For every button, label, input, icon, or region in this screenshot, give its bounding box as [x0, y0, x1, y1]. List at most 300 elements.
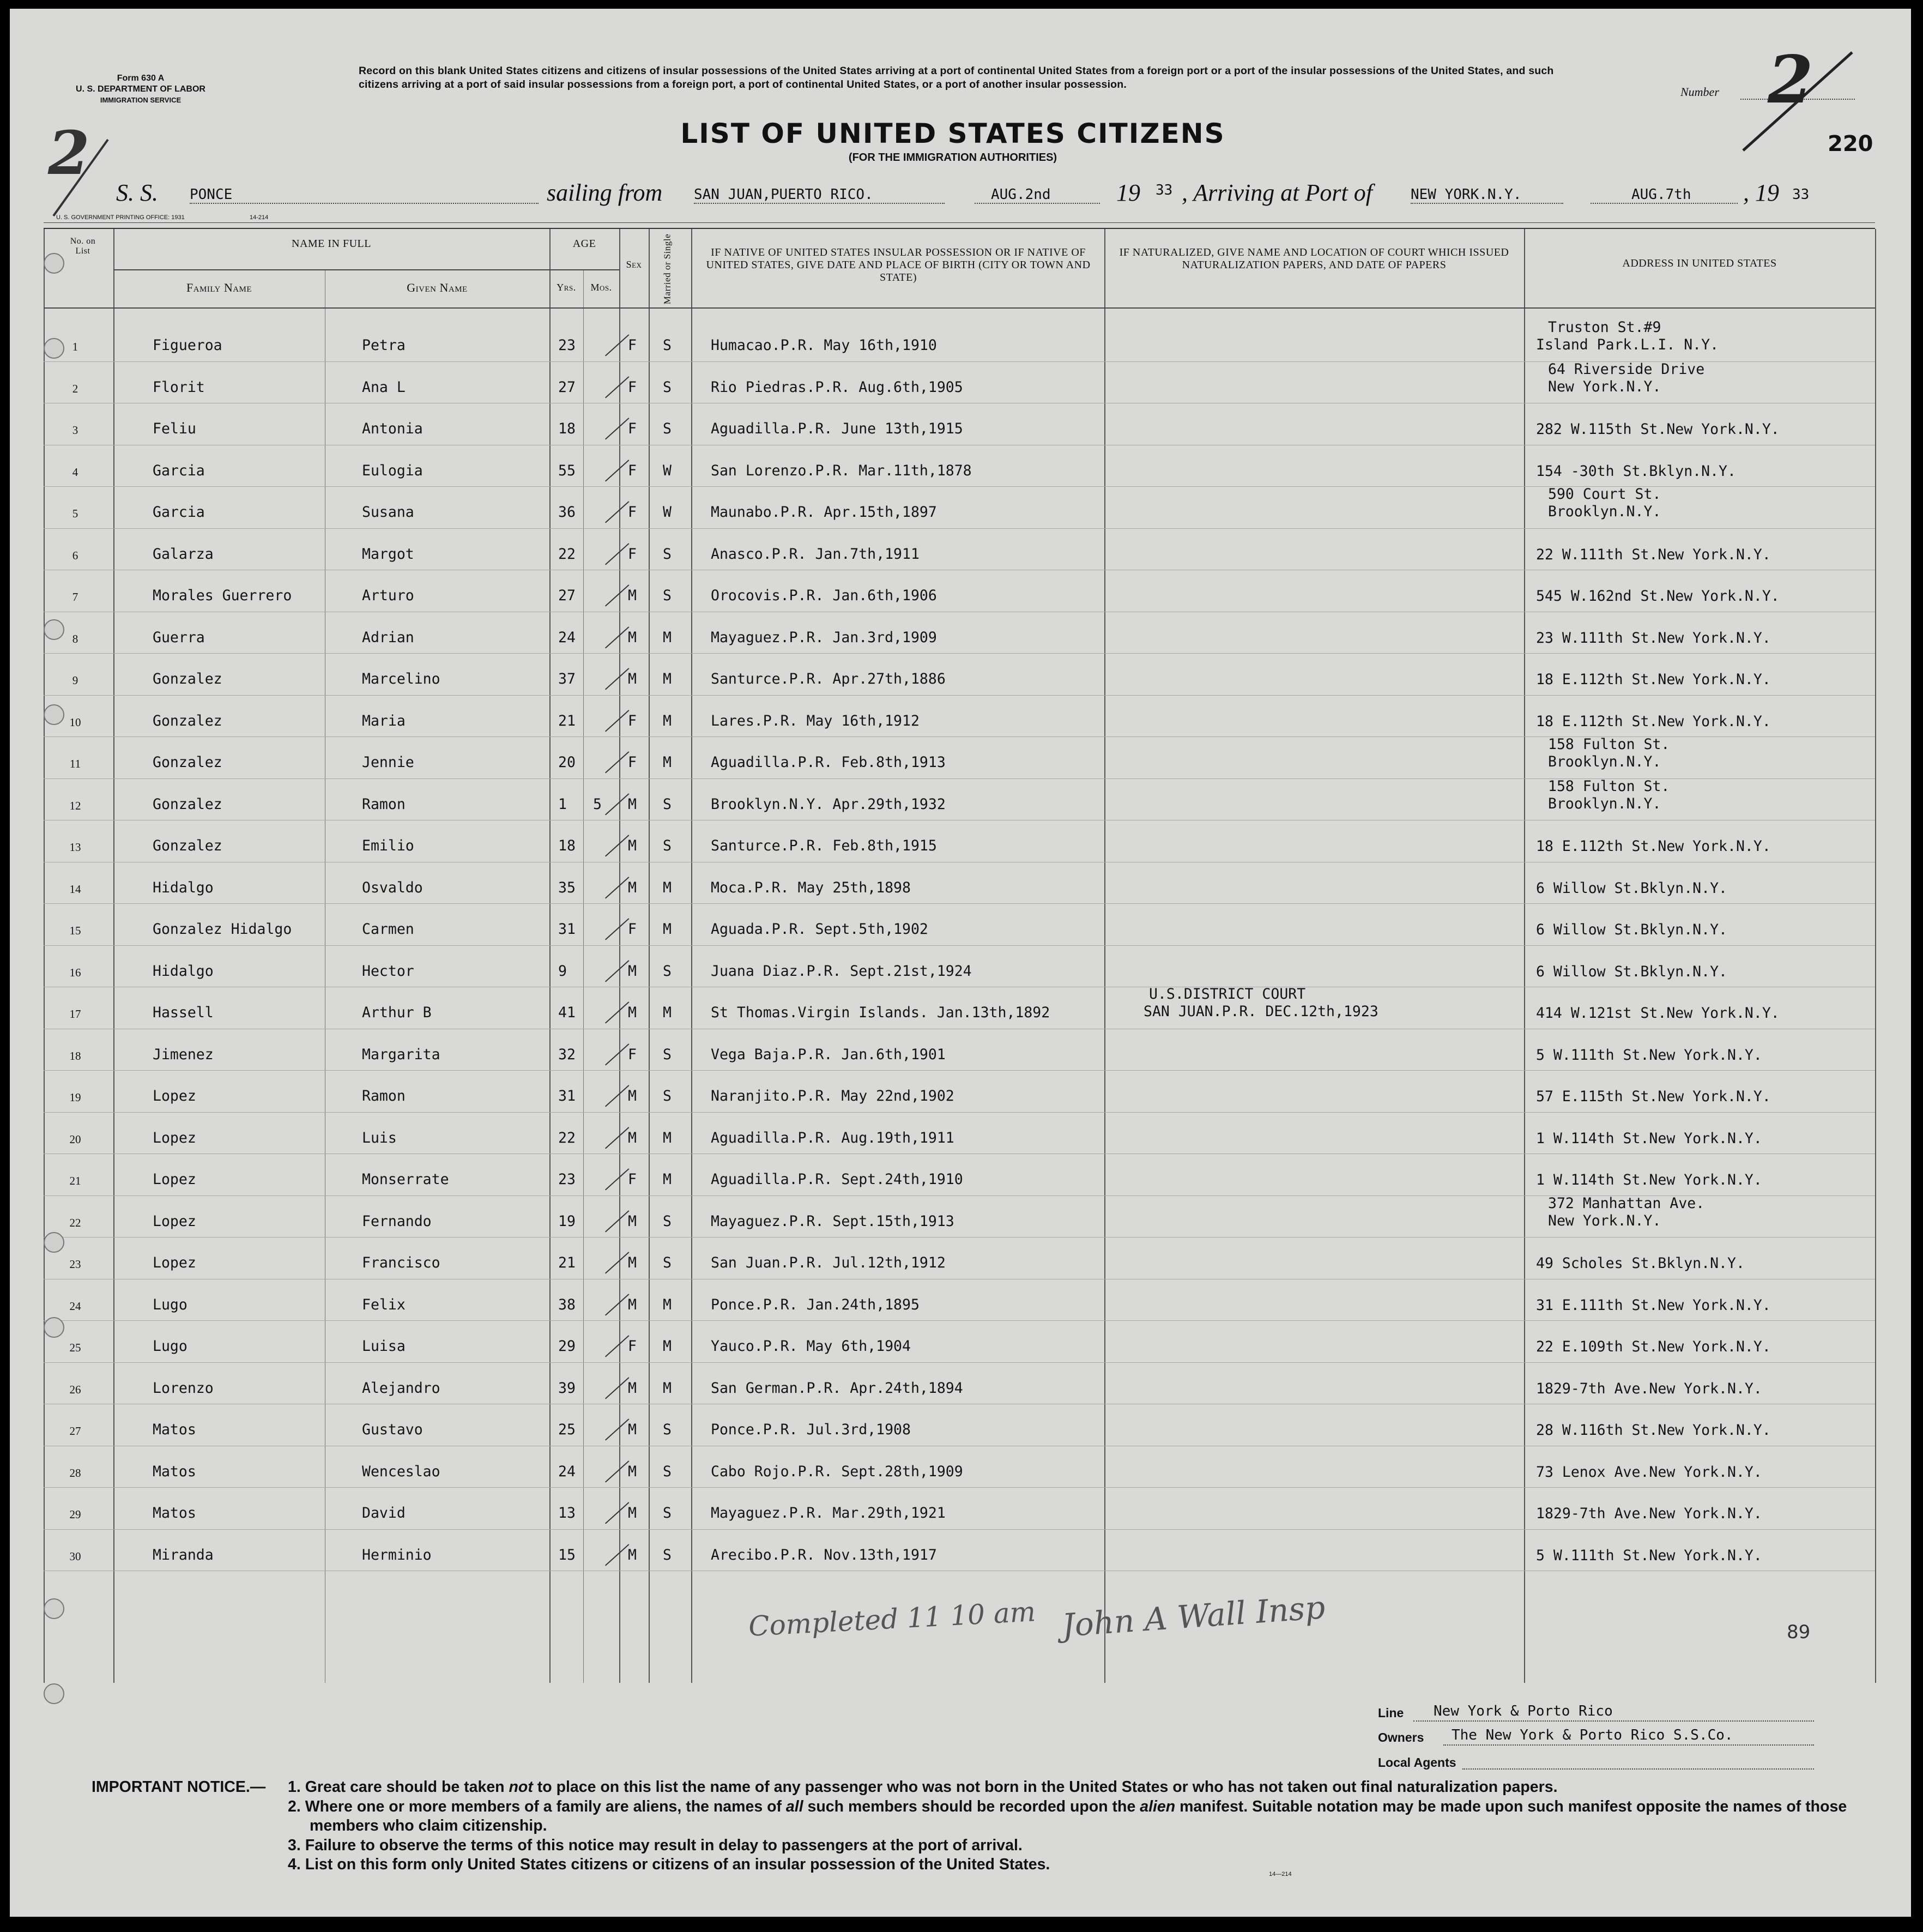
row-sex: M [628, 1088, 637, 1104]
row-yrs: 38 [558, 1296, 576, 1313]
row-address-line: New York.N.Y. [1548, 1212, 1661, 1229]
checkmark [605, 334, 629, 356]
row-no: 19 [69, 1091, 81, 1104]
row-birth: Ponce.P.R. Jul.3rd,1908 [711, 1421, 911, 1438]
row-rule [44, 653, 1875, 654]
notice-em2: alien [1140, 1797, 1176, 1815]
row-family: Lopez [153, 1171, 196, 1188]
checkmark [605, 1168, 629, 1190]
row-no: 12 [69, 799, 81, 812]
row-sex: M [628, 1129, 637, 1146]
local-agents-label: Local Agents [1378, 1755, 1456, 1770]
row-sex: M [628, 879, 637, 896]
form-number: Form 630 A [117, 74, 165, 83]
handwritten-list-number: 2 [1768, 41, 1813, 118]
number-label: Number [1680, 85, 1719, 99]
row-yrs: 27 [558, 587, 576, 604]
row-sex: M [628, 1379, 637, 1397]
arriving-label: , Arriving at Port of [1182, 179, 1372, 206]
row-birth: Arecibo.P.R. Nov.13th,1917 [711, 1546, 937, 1563]
row-ms: M [663, 1296, 672, 1313]
row-no: 17 [69, 1007, 81, 1021]
row-rule [44, 1362, 1875, 1363]
row-birth: Ponce.P.R. Jan.24th,1895 [711, 1296, 920, 1313]
notice-a: List on this form only United States citizens or citizens of an insular possession of the United States. [305, 1856, 1050, 1873]
notice-a: Failure to observe the terms of this notice may result in delay to passengers at the port of arrival. [305, 1836, 1023, 1854]
row-given: Gustavo [362, 1421, 423, 1438]
header-family-name: Family Name [186, 281, 252, 294]
checkmark [605, 376, 629, 398]
notice-item [288, 1797, 1907, 1836]
row-address-line: Brooklyn.N.Y. [1548, 503, 1661, 520]
row-address-line: 23 W.111th St.New York.N.Y. [1536, 629, 1771, 647]
departure-year: 33 [1156, 182, 1173, 198]
row-family: Gonzalez Hidalgo [153, 921, 292, 938]
checkmark [605, 1043, 629, 1065]
checkmark [605, 1377, 629, 1399]
row-birth: Maunabo.P.R. Apr.15th,1897 [711, 504, 937, 521]
checkmark [605, 1001, 629, 1023]
notice-c: manifest. Suitable notation may be made upon such manifest opposite the names of those members who claim citizenship. [310, 1797, 1847, 1834]
row-given: Marcelino [362, 671, 440, 687]
row-birth: Lares.P.R. May 16th,1912 [711, 712, 920, 729]
row-no: 21 [69, 1174, 81, 1187]
margin-handwritten-mark: 2 [48, 118, 90, 188]
row-ms: W [663, 504, 672, 521]
row-address-line: 18 E.112th St.New York.N.Y. [1536, 671, 1771, 688]
row-given: Eulogia [362, 462, 423, 479]
departure-date: AUG.2nd [991, 186, 1051, 203]
row-naturalization-line: SAN JUAN.P.R. DEC.12th,1923 [1144, 1003, 1378, 1020]
row-yrs: 27 [558, 378, 576, 396]
checkmark [605, 918, 629, 940]
voyage-line [10, 179, 1911, 212]
row-ms: S [663, 420, 672, 437]
row-family: Garcia [153, 462, 205, 479]
row-sex: F [628, 1171, 637, 1188]
row-no: 5 [72, 507, 78, 520]
row-address-line: 154 -30th St.Bklyn.N.Y. [1536, 462, 1736, 480]
row-no: 11 [69, 757, 81, 770]
printer-mark: U. S. GOVERNMENT PRINTING OFFICE: 1931 [56, 214, 185, 221]
row-ms: S [663, 1505, 672, 1522]
row-given: Margarita [362, 1046, 440, 1063]
notice-b: to place on this list the name of any passenger who was not born in the United States or who has not taken out final naturalization papers. [533, 1778, 1558, 1796]
row-family: Gonzalez [153, 837, 222, 854]
notice-em: not [509, 1778, 533, 1796]
row-ms: S [663, 1088, 672, 1104]
row-sex: M [628, 795, 637, 813]
row-address-line: 22 W.111th St.New York.N.Y. [1536, 546, 1771, 563]
row-rule [44, 1070, 1875, 1071]
row-family: Gonzalez [153, 671, 222, 687]
header-address: ADDRESS IN UNITED STATES [1622, 257, 1777, 269]
row-sex: M [628, 1004, 637, 1021]
row-family: Lopez [153, 1129, 196, 1146]
row-no: 18 [69, 1049, 81, 1062]
sailing-from-port: SAN JUAN,PUERTO RICO. [694, 186, 873, 203]
row-yrs: 36 [558, 504, 576, 521]
row-birth: Aguadilla.P.R. June 13th,1915 [711, 420, 963, 437]
row-ms: S [663, 1046, 672, 1063]
row-family: Gonzalez [153, 712, 222, 729]
row-no: 16 [69, 965, 81, 979]
checkmark [605, 1294, 629, 1315]
row-birth: Anasco.P.R. Jan.7th,1911 [711, 545, 920, 563]
punch-hole [44, 704, 64, 725]
owners-label: Owners [1378, 1730, 1424, 1744]
row-yrs: 31 [558, 921, 576, 938]
checkmark [605, 668, 629, 690]
row-no: 27 [69, 1424, 81, 1438]
checkmark [605, 1252, 629, 1273]
row-rule [44, 945, 1875, 946]
row-yrs: 23 [558, 1171, 576, 1188]
row-ms: S [663, 1254, 672, 1271]
row-rule [44, 1320, 1875, 1321]
row-yrs: 24 [558, 1463, 576, 1480]
row-yrs: 15 [558, 1546, 576, 1563]
row-no: 8 [72, 632, 78, 645]
row-sex: F [628, 1046, 637, 1063]
row-ms: S [663, 378, 672, 396]
row-given: Wenceslao [362, 1463, 440, 1480]
row-ms: M [663, 1338, 672, 1355]
row-given: Arthur B [362, 1004, 432, 1021]
row-family: Lopez [153, 1254, 196, 1271]
row-address-line: 545 W.162nd St.New York.N.Y. [1536, 588, 1780, 605]
checkmark [605, 626, 629, 648]
notice-em: all [785, 1797, 803, 1815]
row-family: Figueroa [153, 337, 222, 354]
service-name: IMMIGRATION SERVICE [100, 96, 182, 104]
row-address-line: 22 E.109th St.New York.N.Y. [1536, 1338, 1771, 1355]
row-birth: San Juan.P.R. Jul.12th,1912 [711, 1254, 946, 1271]
row-yrs: 23 [558, 337, 576, 354]
checkmark [605, 543, 629, 565]
row-given: Osvaldo [362, 879, 423, 896]
row-sex: F [628, 462, 637, 479]
row-given: Margot [362, 545, 414, 563]
row-ms: M [663, 629, 672, 646]
notice-n: 4. [288, 1856, 301, 1873]
row-address-line: Brooklyn.N.Y. [1548, 795, 1661, 812]
row-sex: F [628, 921, 637, 938]
row-sex: F [628, 337, 637, 354]
row-birth: Cabo Rojo.P.R. Sept.28th,1909 [711, 1463, 963, 1480]
ship-name: PONCE [190, 186, 233, 203]
row-yrs: 25 [558, 1421, 576, 1438]
row-address-line: 64 Riverside Drive [1548, 360, 1705, 378]
row-family: Gonzalez [153, 754, 222, 771]
row-ms: S [663, 1421, 672, 1438]
row-rule [44, 695, 1875, 696]
row-yrs: 19 [558, 1212, 576, 1230]
row-no: 28 [69, 1466, 81, 1480]
row-birth: Naranjito.P.R. May 22nd,1902 [711, 1088, 954, 1104]
header-naturalized: IF NATURALIZED, GIVE NAME AND LOCATION OF COURT WHICH ISSUED NATURALIZATION PAPERS, AND DATE OF PAPERS [1119, 246, 1509, 271]
departure-year-prefix: 19 [1116, 179, 1140, 206]
checkmark [605, 1127, 629, 1149]
row-birth: Yauco.P.R. May 6th,1904 [711, 1338, 911, 1355]
notice-item [288, 1778, 1907, 1797]
row-no: 9 [72, 674, 78, 687]
row-rule [44, 1487, 1875, 1488]
line-value: New York & Porto Rico [1434, 1703, 1613, 1719]
row-yrs: 22 [558, 545, 576, 563]
row-ms: M [663, 1379, 672, 1397]
row-address-line: 158 Fulton St. [1548, 736, 1670, 753]
arrival-date: AUG.7th [1631, 186, 1691, 203]
row-address-line: 28 W.116th St.New York.N.Y. [1536, 1422, 1771, 1439]
header-married-or-single: Married or Single [662, 233, 673, 305]
row-family: Lorenzo [153, 1379, 214, 1397]
sailing-from-label: sailing from [547, 179, 663, 206]
row-yrs: 21 [558, 1254, 576, 1271]
row-no: 13 [69, 841, 81, 854]
row-rule [44, 528, 1875, 529]
row-yrs: 55 [558, 462, 576, 479]
row-family: Lopez [153, 1088, 196, 1104]
row-address-line: 6 Willow St.Bklyn.N.Y. [1536, 963, 1727, 980]
row-given: Arturo [362, 587, 414, 604]
row-yrs: 31 [558, 1088, 576, 1104]
row-sex: M [628, 837, 637, 854]
row-given: Luis [362, 1129, 397, 1146]
page-title: LIST OF UNITED STATES CITIZENS [680, 118, 1225, 149]
row-yrs: 29 [558, 1338, 576, 1355]
row-sex: M [628, 1254, 637, 1271]
row-yrs: 32 [558, 1046, 576, 1063]
row-sex: M [628, 1546, 637, 1563]
checkmark [605, 584, 629, 606]
row-address-line: 18 E.112th St.New York.N.Y. [1536, 713, 1771, 730]
checkmark [605, 418, 629, 439]
row-family: Guerra [153, 629, 205, 646]
row-birth: Aguada.P.R. Sept.5th,1902 [711, 921, 928, 938]
row-sex: M [628, 1296, 637, 1313]
row-yrs: 35 [558, 879, 576, 896]
punch-hole [44, 253, 64, 274]
row-family: Feliu [153, 420, 196, 437]
row-sex: M [628, 1421, 637, 1438]
row-naturalization-line: U.S.DISTRICT COURT [1149, 986, 1306, 1003]
row-yrs: 20 [558, 754, 576, 771]
row-family: Jimenez [153, 1046, 214, 1063]
owners-value: The New York & Porto Rico S.S.Co. [1452, 1727, 1733, 1743]
notice-n: 3. [288, 1836, 301, 1854]
row-given: Alejandro [362, 1379, 440, 1397]
row-birth: Brooklyn.N.Y. Apr.29th,1932 [711, 795, 946, 813]
row-ms: S [663, 962, 672, 980]
row-ms: S [663, 837, 672, 854]
row-no: 4 [72, 465, 78, 479]
row-birth: Juana Diaz.P.R. Sept.21st,1924 [711, 962, 972, 980]
row-no: 25 [69, 1341, 81, 1354]
notice-a: Great care should be taken [305, 1778, 509, 1796]
row-ms: M [663, 1129, 672, 1146]
checkmark [605, 793, 629, 815]
printer-form-code: 14-214 [250, 214, 269, 221]
row-no: 23 [69, 1258, 81, 1271]
row-yrs: 9 [558, 962, 567, 980]
form-identification [59, 73, 222, 106]
row-address-line: 6 Willow St.Bklyn.N.Y. [1536, 921, 1727, 938]
header-sex: Sex [626, 259, 642, 270]
row-no: 30 [69, 1549, 81, 1563]
row-address-line: 5 W.111th St.New York.N.Y. [1536, 1046, 1762, 1064]
row-sex: M [628, 1505, 637, 1522]
row-no: 1 [72, 340, 78, 353]
checkmark [605, 710, 629, 732]
row-given: Petra [362, 337, 406, 354]
punch-hole [44, 1683, 64, 1704]
header-years: Yrs. [557, 282, 576, 293]
notice-item [288, 1836, 1907, 1856]
ss-label: S. S. [116, 179, 158, 206]
checkmark [605, 877, 629, 898]
arrival-year: 33 [1792, 186, 1810, 203]
row-address-line: 1829-7th Ave.New York.N.Y. [1536, 1380, 1762, 1397]
punch-hole [44, 619, 64, 640]
row-rule [44, 1529, 1875, 1530]
row-address-line: 372 Manhattan Ave. [1548, 1194, 1705, 1212]
row-ms: S [663, 1546, 672, 1563]
manifest-sheet [10, 9, 1911, 1917]
header-months: Mos. [590, 282, 612, 293]
notice-item [288, 1855, 1907, 1875]
line-label: Line [1378, 1706, 1404, 1720]
row-family: Hidalgo [153, 879, 214, 896]
header-birth: IF NATIVE OF UNITED STATES INSULAR POSSESSION OR IF NATIVE OF UNITED STATES, GIVE DATE AND PLACE OF BIRTH (CITY OR TOWN AND STATE) [706, 246, 1091, 283]
row-address-line: 158 Fulton St. [1548, 777, 1670, 795]
row-no: 7 [72, 590, 78, 603]
page-subtitle: (FOR THE IMMIGRATION AUTHORITIES) [848, 152, 1057, 164]
punch-hole [44, 1317, 64, 1338]
row-family: Matos [153, 1421, 196, 1438]
arrival-port: NEW YORK.N.Y. [1411, 186, 1522, 203]
row-birth: Aguadilla.P.R. Feb.8th,1913 [711, 754, 946, 771]
row-given: Maria [362, 712, 406, 729]
row-address-line: 1 W.114th St.New York.N.Y. [1536, 1130, 1762, 1147]
row-ms: S [663, 337, 672, 354]
row-family: Garcia [153, 504, 205, 521]
checkmark [605, 1085, 629, 1107]
row-mos: 5 [593, 795, 602, 813]
row-address-line: 57 E.115th St.New York.N.Y. [1536, 1088, 1771, 1105]
checkmark [605, 460, 629, 481]
row-yrs: 37 [558, 671, 576, 687]
row-yrs: 13 [558, 1505, 576, 1522]
row-no: 15 [69, 924, 81, 937]
row-given: Herminio [362, 1546, 432, 1563]
row-family: Florit [153, 378, 205, 396]
header-no-on-list: No. on List [70, 237, 96, 256]
row-birth: Orocovis.P.R. Jan.6th,1906 [711, 587, 937, 604]
department-name: U. S. DEPARTMENT OF LABOR [76, 84, 205, 94]
row-birth: Santurce.P.R. Feb.8th,1915 [711, 837, 937, 854]
row-rule [44, 1112, 1875, 1113]
row-ms: M [663, 879, 672, 896]
row-yrs: 39 [558, 1379, 576, 1397]
row-no: 22 [69, 1216, 81, 1229]
row-given: Fernando [362, 1212, 432, 1230]
row-birth: St Thomas.Virgin Islands. Jan.13th,1892 [711, 1004, 1050, 1021]
row-no: 26 [69, 1382, 81, 1396]
row-family: Galarza [153, 545, 214, 563]
row-address-line: 414 W.121st St.New York.N.Y. [1536, 1005, 1780, 1022]
row-birth: Moca.P.R. May 25th,1898 [711, 879, 911, 896]
row-address-line: 18 E.112th St.New York.N.Y. [1536, 838, 1771, 855]
header-given-name: Given Name [407, 281, 468, 294]
row-ms: S [663, 1212, 672, 1230]
row-sex: M [628, 671, 637, 687]
completed-note: Completed 11 10 am [747, 1596, 1037, 1643]
notice-n: 2. [288, 1797, 301, 1815]
row-address-line: 590 Court St. [1548, 486, 1661, 503]
checkmark [605, 1502, 629, 1524]
row-family: Miranda [153, 1546, 214, 1563]
row-family: Lopez [153, 1212, 196, 1230]
row-given: Adrian [362, 629, 414, 646]
row-birth: Santurce.P.R. Apr.27th,1886 [711, 671, 946, 687]
punch-hole [44, 1598, 64, 1619]
row-no: 29 [69, 1508, 81, 1521]
row-sex: F [628, 754, 637, 771]
row-sex: F [628, 420, 637, 437]
row-ms: M [663, 1171, 672, 1188]
row-address-line: Island Park.L.I. N.Y. [1536, 336, 1719, 353]
row-family: Hidalgo [153, 962, 214, 980]
row-ms: M [663, 754, 672, 771]
row-sex: M [628, 1212, 637, 1230]
row-family: Matos [153, 1463, 196, 1480]
row-address-line: 49 Scholes St.Bklyn.N.Y. [1536, 1255, 1745, 1272]
row-family: Lugo [153, 1338, 188, 1355]
row-address-line: 5 W.111th St.New York.N.Y. [1536, 1547, 1762, 1564]
row-sex: F [628, 378, 637, 396]
row-family: Hassell [153, 1004, 214, 1021]
row-yrs: 41 [558, 1004, 576, 1021]
top-instruction-text: Record on this blank United States citizens and citizens of insular possessions of the United States arriving at a port of continental United States from a foreign port or a port of the insular possessions of the United States, and such citizens arriving at a port of said insular possessions from a foreign port, a port of continental United States, or a port of another insular possession. [359, 65, 1554, 90]
row-given: Susana [362, 504, 414, 521]
row-rule [44, 903, 1875, 904]
punch-hole [44, 338, 64, 359]
row-address-line: 282 W.115th St.New York.N.Y. [1536, 421, 1780, 438]
checkmark [605, 501, 629, 523]
row-address-line: 1829-7th Ave.New York.N.Y. [1536, 1505, 1762, 1522]
row-address-line: 31 E.111th St.New York.N.Y. [1536, 1296, 1771, 1314]
row-ms: M [663, 712, 672, 729]
footer-form-code: 14—214 [1269, 1871, 1292, 1877]
row-given: Ramon [362, 795, 406, 813]
inspector-signature: John A Wall Insp [1061, 1589, 1327, 1644]
row-ms: M [663, 671, 672, 687]
arrival-year-prefix: , 19 [1743, 179, 1779, 206]
row-given: Luisa [362, 1338, 406, 1355]
row-address-line: 73 Lenox Ave.New York.N.Y. [1536, 1463, 1762, 1481]
row-given: Ana L [362, 378, 406, 396]
row-no: 2 [72, 382, 78, 395]
row-yrs: 18 [558, 420, 576, 437]
notice-n: 1. [288, 1778, 301, 1796]
row-sex: F [628, 712, 637, 729]
row-sex: M [628, 1463, 637, 1480]
row-birth: Humacao.P.R. May 16th,1910 [711, 337, 937, 354]
row-family: Gonzalez [153, 795, 222, 813]
row-birth: Aguadilla.P.R. Aug.19th,1911 [711, 1129, 954, 1146]
row-birth: Aguadilla.P.R. Sept.24th,1910 [711, 1171, 963, 1188]
